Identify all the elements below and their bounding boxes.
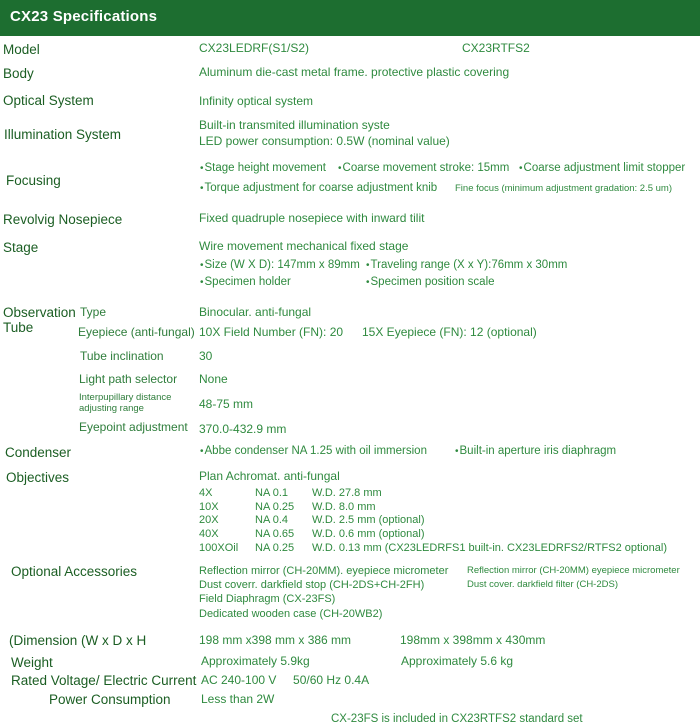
illumination-label: Illumination System [4, 127, 122, 142]
objective-row-mag: 4X [199, 487, 213, 499]
condenser-bullet-2: • Built-in aperture iris diaphragm [455, 445, 616, 458]
objective-row-na: NA 0.1 [255, 487, 289, 499]
objective-row-mag: 10X [199, 501, 219, 513]
illumination-line2: LED power consumption: 0.5W (nominal value) [199, 134, 450, 148]
tube-ipd-value: 48-75 mm [199, 397, 254, 411]
objective-row-na: NA 0.25 [255, 542, 295, 554]
accessories-label: Optional Accessories [11, 564, 138, 579]
tube-eyepiece-label: Eyepiece (anti-fungal) [78, 325, 195, 339]
stage-line1: Wire movement mechanical fixed stage [199, 239, 409, 253]
weight-col1: Approximately 5.9kg [201, 654, 310, 668]
accessories-left-4: Dedicated wooden case (CH-20WB2) [199, 608, 383, 620]
objective-row-wd: W.D. 8.0 mm [312, 501, 376, 513]
accessories-right-1: Reflection mirror (CH-20MM) eyepiece micrometer [467, 565, 680, 576]
body-label: Body [3, 66, 34, 81]
stage-bullet-1: • Size (W X D): 147mm x 89mm [200, 259, 360, 272]
tube-inclination-label: Tube inclination [80, 349, 164, 363]
accessories-left-3: Field Diaphragm (CX-23FS) [199, 593, 336, 605]
objectives-label: Objectives [6, 470, 70, 485]
optical-label: Optical System [3, 93, 94, 108]
tube-inclination-value: 30 [199, 349, 213, 363]
dimension-col2: 198mm x 398mm x 430mm [400, 633, 546, 647]
tube-label-line1: Observation [3, 305, 76, 320]
focusing-bullet-4: • Torque adjustment for coarse adjustment knib [200, 182, 437, 195]
model-col2: CX23RTFS2 [462, 41, 530, 55]
condenser-label: Condenser [5, 445, 72, 460]
accessories-left-1: Reflection mirror (CH-20MM). eyepiece micrometer [199, 565, 449, 577]
objective-row-wd: W.D. 27.8 mm [312, 487, 382, 499]
objective-row-na: NA 0.4 [255, 514, 289, 526]
tube-light-path-label: Light path selector [79, 372, 178, 386]
voltage-value: AC 240-100 V 50/60 Hz 0.4A [201, 673, 370, 687]
tube-eyepoint-label: Eyepoint adjustment [79, 420, 188, 434]
voltage-label: Rated Voltage/ Electric Current [11, 673, 197, 688]
accessories-right-2: Dust cover. darkfield filter (CH-2DS) [467, 579, 618, 590]
weight-col2: Approximately 5.6 kg [401, 654, 514, 668]
tube-eyepoint-value: 370.0-432.9 mm [199, 422, 287, 436]
model-label: Model [3, 42, 40, 57]
dimension-col1: 198 mm x398 mm x 386 mm [199, 633, 352, 647]
focusing-bullet-5: Fine focus (minimum adjustment gradation: 2.5 um) [455, 183, 673, 194]
tube-label-line2: Tube [3, 320, 34, 335]
stage-label: Stage [3, 240, 39, 255]
objective-row-na: NA 0.65 [255, 528, 295, 540]
objective-row-wd: W.D. 0.6 mm (optional) [312, 528, 425, 540]
objective-row-mag: 40X [199, 528, 219, 540]
tube-ipd-label-line2: adjusting range [79, 403, 144, 414]
objectives-header: Plan Achromat. anti-fungal [199, 469, 340, 483]
focusing-bullet-1: • Stage height movement [200, 162, 326, 175]
tube-type-label: Type [80, 305, 107, 319]
focusing-bullet-2: • Coarse movement stroke: 15mm [338, 162, 509, 175]
power-label: Power Consumption [49, 692, 171, 707]
tube-light-path-value: None [199, 372, 228, 386]
body-value: Aluminum die-cast metal frame. protective plastic covering [199, 65, 510, 79]
focusing-bullet-3: • Coarse adjustment limit stopper [519, 162, 685, 175]
objective-row-mag: 100XOil [199, 542, 239, 554]
nosepiece-value: Fixed quadruple nosepiece with inward tilit [199, 211, 425, 225]
footnote: CX-23FS is included in CX23RTFS2 standard set [331, 713, 583, 725]
accessories-left-2: Dust coverr. darkfield stop (CH-2DS+CH-2FH) [199, 579, 425, 591]
optical-value: Infinity optical system [199, 94, 314, 108]
tube-type-value: Binocular. anti-fungal [199, 305, 312, 319]
objective-row-wd: W.D. 2.5 mm (optional) [312, 514, 425, 526]
dimension-label: (Dimension (W x D x H [9, 633, 147, 648]
illumination-line1: Built-in transmited illumination syste [199, 118, 390, 132]
model-col1: CX23LEDRF(S1/S2) [199, 41, 310, 55]
tube-ipd-label-line1: Interpupillary distance [79, 392, 172, 403]
tube-eyepiece-value-1: 10X Field Number (FN): 20 [199, 325, 344, 339]
stage-bullet-3: • Specimen holder [200, 276, 291, 289]
stage-bullet-4: • Specimen position scale [366, 276, 495, 289]
weight-label: Weight [11, 655, 53, 670]
objective-row-na: NA 0.25 [255, 501, 295, 513]
focusing-label: Focusing [6, 173, 61, 188]
power-value: Less than 2W [201, 692, 275, 706]
page-title: CX23 Specifications [10, 8, 158, 25]
spec-header [0, 0, 700, 36]
objective-row-mag: 20X [199, 514, 219, 526]
tube-eyepiece-value-2: 15X Eyepiece (FN): 12 (optional) [362, 325, 537, 339]
condenser-bullet-1: • Abbe condenser NA 1.25 with oil immersion [200, 445, 427, 458]
stage-bullet-2: • Traveling range (X x Y):76mm x 30mm [366, 259, 567, 272]
nosepiece-label: Revolvig Nosepiece [3, 212, 123, 227]
objective-row-wd: W.D. 0.13 mm (CX23LEDRFS1 built-in. CX23LEDRFS2/RTFS2 optional) [312, 542, 667, 554]
